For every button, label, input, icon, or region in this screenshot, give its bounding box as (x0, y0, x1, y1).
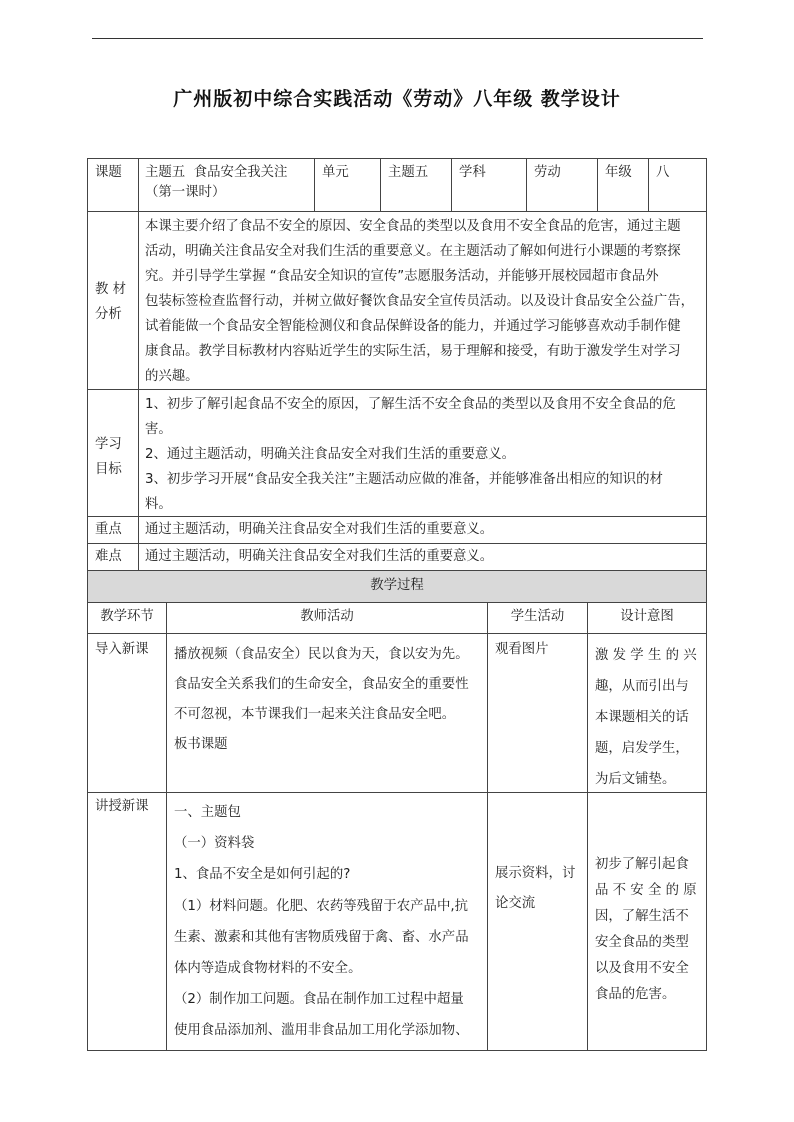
intent-line: 本课题相关的话 (595, 710, 689, 725)
analysis-label-line: 教 材 (95, 282, 127, 297)
intent-line: 激 发 学 生 的 兴 (595, 648, 697, 663)
intro-teacher-activity (174, 640, 486, 760)
intent-line: 因，了解生活不 (595, 909, 689, 924)
teacher-line: 播放视频（食品安全）民以食为天，食以安为先。 (174, 647, 469, 662)
column-divider (451, 158, 452, 211)
column-divider (648, 158, 649, 211)
objectives-text (145, 392, 705, 517)
teacher-line: 生素、激素和其他有害物质残留于禽、畜、水产品 (174, 929, 469, 945)
teacher-line: 食品安全关系我们的生命安全，食品安全的重要性 (174, 677, 469, 692)
intro-stage: 导入新课 (95, 642, 149, 657)
table-border-bottom (87, 1050, 707, 1051)
table-border-top (87, 158, 707, 159)
row-divider (87, 543, 707, 544)
objectives-label-line: 学习 (95, 437, 122, 452)
intent-line: 趣，从而引出与 (595, 679, 689, 694)
analysis-line: 的兴趣。 (145, 369, 199, 384)
column-divider (587, 602, 588, 1051)
intent-line: 题，启发学生， (595, 741, 689, 756)
subject-value: 劳动 (534, 165, 561, 180)
analysis-line: 本课主要介绍了食品不安全的原因、安全食品的类型以及食用不安全食品的危害，通过主题 (145, 219, 681, 234)
topic-line: （第一课时） (145, 185, 226, 200)
row-divider (87, 389, 707, 390)
teacher-line: （2）制作加工问题。食品在制作加工过程中超量 (174, 992, 464, 1008)
lecture-stage: 讲授新课 (95, 799, 149, 814)
subject-label: 学科 (459, 165, 486, 180)
column-header-teacher: 教师活动 (300, 609, 354, 624)
row-divider (87, 633, 707, 634)
grade-value: 八 (656, 165, 670, 180)
key-point-label: 重点 (95, 522, 122, 537)
objectives-label (95, 432, 122, 482)
column-divider (380, 158, 381, 211)
row-divider (87, 570, 707, 571)
column-divider (138, 158, 139, 570)
objective-line: 1、初步了解引起食品不安全的原因，了解生活不安全食品的类型以及食用不安全食品的危 (145, 397, 676, 412)
analysis-line: 究。并引导学生掌握 “食品安全知识的宣传”志愿服务活动，并能够开展校园超市食品外 (145, 269, 659, 284)
objective-line: 料。 (145, 497, 172, 512)
analysis-line: 试着能做一个食品安全智能检测仪和食品保鲜设备的能力，并通过学习能够喜欢动手制作健 (145, 319, 681, 334)
table-border-left (87, 158, 88, 1051)
key-point-text: 通过主题活动，明确关注食品安全对我们生活的重要意义。 (145, 522, 494, 537)
teacher-line: 一、主题包 (174, 805, 241, 820)
column-header-intent: 设计意图 (620, 609, 674, 624)
analysis-text (145, 214, 705, 389)
objective-line: 3、初步学习开展“食品安全我关注”主题活动应做的准备，并能够准备出相应的知识的材 (145, 472, 663, 487)
teacher-line: （一）资料袋 (174, 836, 255, 852)
teacher-line: 不可忽视，本节课我们一起来关注食品安全吧。 (174, 707, 456, 722)
analysis-line: 活动，明确关注食品安全对我们生活的重要意义。在主题活动了解如何进行小课题的考察探 (145, 244, 681, 259)
teacher-line: 板书课题 (174, 737, 228, 752)
teacher-line: 1、食品不安全是如何引起的? (174, 867, 351, 883)
intro-student-activity: 观看图片 (495, 642, 549, 657)
objective-line: 害。 (145, 422, 172, 437)
topic-label: 课题 (95, 165, 122, 180)
topic-line: 主题五 食品安全我关注 (145, 165, 288, 180)
student-line: 展示资料，讨 (495, 866, 576, 881)
document-title: 广州版初中综合实践活动《劳动》八年级 教学设计 (173, 88, 621, 110)
intent-line: 为后文铺垫。 (595, 772, 676, 787)
intent-line: 初步了解引起食 (595, 857, 689, 872)
intent-line: 食品的危害。 (595, 987, 676, 1002)
topic-value (145, 163, 310, 203)
lecture-teacher-activity (174, 797, 486, 1047)
column-divider (526, 158, 527, 211)
grade-label: 年级 (605, 165, 632, 180)
table-border-right (706, 158, 707, 1051)
analysis-label-line: 分析 (95, 307, 122, 322)
teacher-line: 使用食品添加剂、滥用非食品加工用化学添加物、 (174, 1023, 469, 1039)
column-header-stage: 教学环节 (100, 609, 154, 624)
column-header-student: 学生活动 (510, 609, 565, 624)
column-divider (487, 602, 488, 1051)
unit-label: 单元 (322, 165, 349, 180)
lecture-student-activity (495, 859, 585, 919)
teacher-line: （1）材料问题。化肥、农药等残留于农产品中,抗 (174, 898, 468, 914)
lecture-design-intent (595, 852, 705, 1008)
objective-line: 2、通过主题活动，明确关注食品安全对我们生活的重要意义。 (145, 447, 516, 462)
row-divider (87, 602, 707, 603)
analysis-line: 康食品。教学目标教材内容贴近学生的实际生活，易于理解和接受，有助于激发学生对学习 (145, 344, 681, 359)
difficulty-label: 难点 (95, 549, 122, 564)
analysis-label (95, 277, 126, 327)
row-divider (87, 211, 707, 212)
intent-line: 安全食品的类型 (595, 935, 689, 950)
intent-line: 以及食用不安全 (595, 961, 689, 976)
student-line: 论交流 (495, 896, 536, 911)
intro-design-intent (595, 640, 705, 795)
objectives-label-line: 目标 (95, 462, 122, 477)
intent-line: 品 不 安 全 的 原 (595, 883, 697, 898)
header-rule (92, 38, 703, 39)
unit-value: 主题五 (388, 165, 429, 180)
teacher-line: 体内等造成食物材料的不安全。 (174, 961, 362, 977)
column-divider (597, 158, 598, 211)
analysis-line: 包装标签检查监督行动，并树立做好餐饮食品安全宣传员活动。以及设计食品安全公益广告， (145, 294, 695, 309)
column-divider (314, 158, 315, 211)
process-header: 教学过程 (370, 578, 424, 593)
column-divider (166, 602, 167, 1051)
difficulty-text: 通过主题活动，明确关注食品安全对我们生活的重要意义。 (145, 549, 494, 564)
